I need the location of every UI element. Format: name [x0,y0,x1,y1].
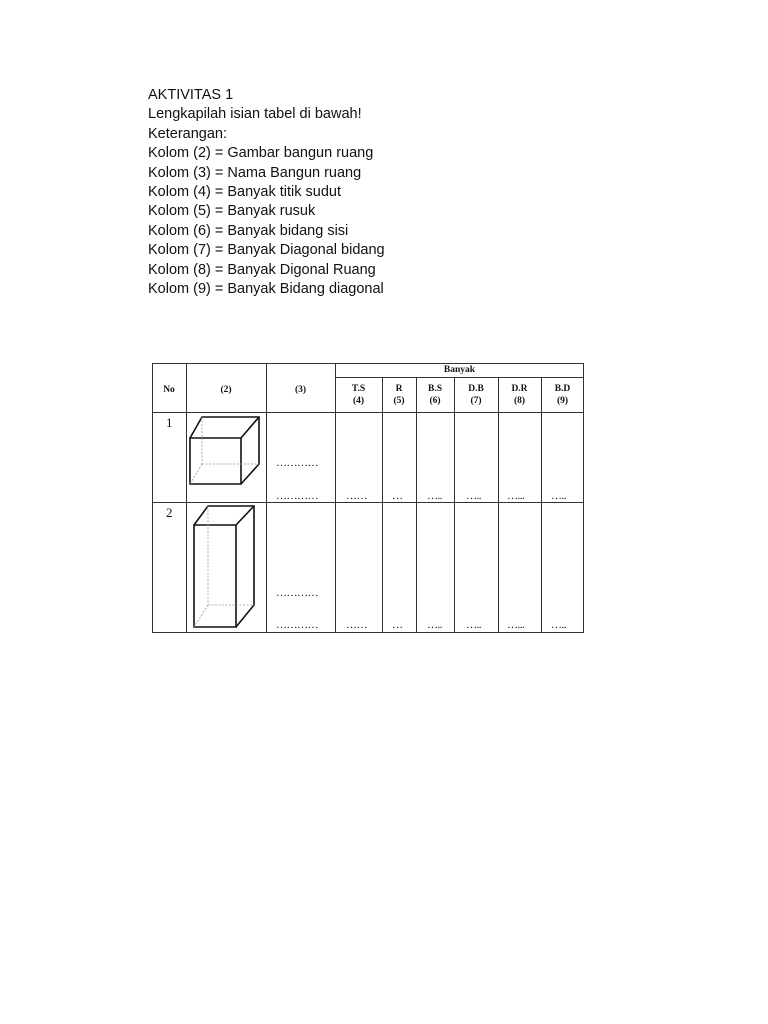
answer-blank-r[interactable]: … [392,619,403,631]
table-divider [266,363,267,633]
row-number: 1 [166,415,173,430]
activity-title: AKTIVITAS 1 [148,87,234,103]
header-num: (8) [513,396,526,406]
legend-heading: Keterangan: [148,125,228,142]
answer-blank-db[interactable]: ….. [466,619,481,631]
header-bd [541,383,584,407]
header-r [382,383,416,407]
instruction-text: Lengkapilah isian tabel di bawah! [148,106,362,123]
legend-item: Kolom (7) = Banyak Diagonal bidang [148,242,385,259]
header-col-2: (2) [220,385,232,395]
table-border-left [152,363,153,633]
header-num: (4) [352,396,365,406]
answer-blank-bs[interactable]: ….. [427,490,442,502]
header-abbr: B.S [428,384,442,394]
worksheet-table [152,363,584,633]
answer-blank-dr[interactable]: …... [507,619,525,631]
group-header-banyak: Banyak [443,365,476,375]
answer-blank-r[interactable]: … [392,490,403,502]
table-divider [335,377,584,378]
table-border-bottom [152,632,584,633]
answer-blank-dr[interactable]: …... [507,490,525,502]
header-num: (6) [429,396,441,406]
answer-blank-db[interactable]: ….. [466,490,481,502]
legend-item: Kolom (4) = Banyak titik sudut [148,184,342,201]
header-ts [335,383,382,407]
legend-item: Kolom (6) = Banyak bidang sisi [148,222,349,239]
answer-blank-bd[interactable]: ….. [551,490,566,502]
header-dr [498,383,541,407]
table-divider [416,377,417,633]
header-db [454,383,498,407]
answer-blank-bd[interactable]: ….. [551,619,566,631]
name-blank[interactable]: ………… [276,457,318,469]
header-no: No [163,385,175,395]
header-num: (5) [393,396,405,406]
table-divider [541,377,542,633]
name-blank[interactable]: ………… [276,619,318,631]
cube-icon [186,413,266,488]
legend-item: Kolom (3) = Nama Bangun ruang [148,164,362,181]
instructions-block [148,86,385,299]
legend-item: Kolom (8) = Banyak Digonal Ruang [148,261,376,278]
legend-item: Kolom (2) = Gambar bangun ruang [148,145,374,162]
cuboid-icon [186,503,266,631]
header-bs [416,383,454,407]
header-abbr: B.D [554,384,571,394]
table-divider [498,377,499,633]
header-abbr: T.S [351,384,366,394]
answer-blank-ts[interactable]: …… [346,490,367,502]
legend-item: Kolom (5) = Banyak rusuk [148,203,316,220]
table-divider [382,377,383,633]
answer-blank-ts[interactable]: …… [346,619,367,631]
table-divider [454,377,455,633]
header-num: (7) [470,396,482,406]
name-blank[interactable]: ………… [276,587,318,599]
header-num: (9) [556,396,569,406]
name-blank[interactable]: ………… [276,490,318,502]
legend-item: Kolom (9) = Banyak Bidang diagonal [148,281,384,298]
header-abbr: R [395,384,403,394]
header-abbr: D.B [468,384,484,394]
header-col-3: (3) [294,385,307,395]
row-number: 2 [166,505,173,520]
header-abbr: D.R [511,384,528,394]
answer-blank-bs[interactable]: ….. [427,619,442,631]
